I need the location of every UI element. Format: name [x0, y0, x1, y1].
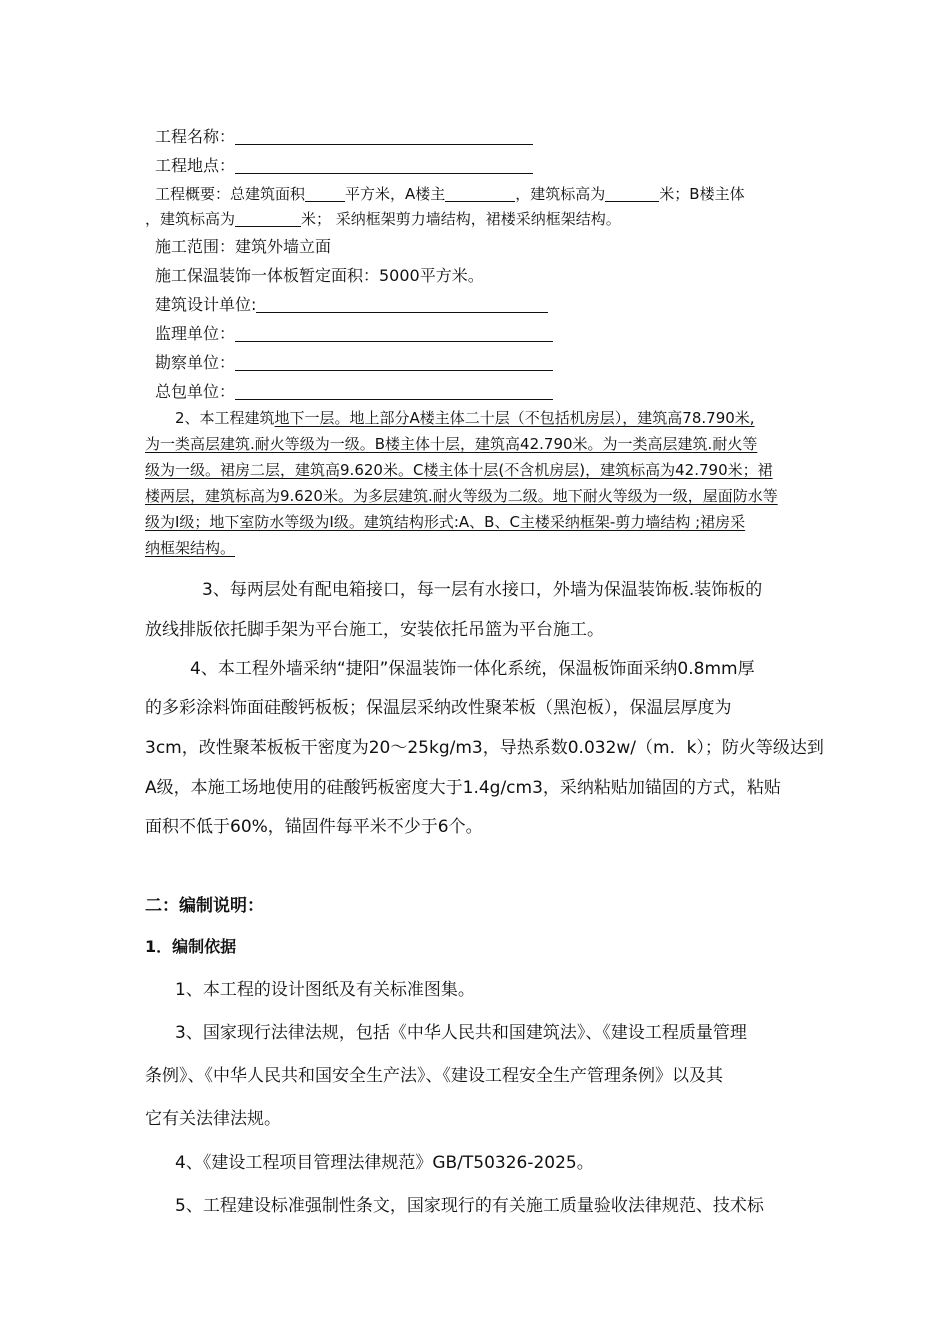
- section2-subheading: 1．编制依据: [145, 937, 237, 956]
- contractor-unit-row: [155, 379, 553, 402]
- design-unit-label: 建筑设计单位:: [155, 295, 257, 314]
- para4-line3: 3cm，改性聚苯板板干密度为20～25kg/m3，导热系数0.032w/（m．k）；防火等级达到: [145, 738, 824, 758]
- contractor-unit-blank: [235, 383, 553, 400]
- basis-item-5-line1: 5、工程建设标准强制性条文，国家现行的有关施工质量验收法律规范、技术标: [175, 1196, 764, 1216]
- construction-scope: 施工范围：建筑外墙立面: [155, 237, 332, 256]
- project-overview-line1: [155, 183, 745, 204]
- survey-unit-row: [155, 350, 553, 373]
- contractor-unit-label: 总包单位：: [155, 382, 236, 401]
- overview-text-4: 米；B楼主体: [659, 185, 745, 203]
- overview-text-2: 平方米，A楼主: [345, 185, 446, 203]
- para4-line5: 面积不低于60%，锚固件每平米不少于6个。: [145, 817, 483, 837]
- panel-area: 施工保温装饰一体板暂定面积：5000平方米。: [155, 266, 484, 285]
- survey-unit-label: 勘察单位：: [155, 353, 236, 372]
- supervision-unit-blank: [235, 325, 553, 342]
- project-name-blank: [235, 128, 533, 145]
- para2-line1-lead: 2、本工程建筑: [175, 409, 275, 427]
- basis-item-4: 4、《建设工程项目管理法律规范》GB/T50326-2025。: [175, 1153, 594, 1173]
- para2-line4: 楼两层，建筑标高为9.620米。为多层建筑.耐火等级为二级。地下耐火等级为一级，屋面防水等: [145, 487, 778, 505]
- para4-line1: 4、本工程外墙采纳“捷阳”保温装饰一体化系统，保温板饰面采纳0.8mm厚: [190, 659, 755, 679]
- basis-item-1: 1、本工程的设计图纸及有关标准图集。: [175, 980, 475, 1000]
- supervision-unit-label: 监理单位：: [155, 324, 236, 343]
- para2-line1: [175, 407, 755, 428]
- para2-line1-rest: 地下一层。地上部分A楼主体二十层（不包括机房层），建筑高78.790米,: [274, 409, 755, 427]
- project-name-label: 工程名称：: [155, 127, 236, 146]
- overview-text-6: 米； 采纳框架剪力墙结构，裙楼采纳框架结构。: [301, 210, 621, 228]
- project-name-row: [155, 124, 533, 147]
- overview-blank-4: [235, 210, 301, 227]
- para2-line3: 级为一级。裙房二层，建筑高9.620米。C楼主体十层(不含机房层)，建筑标高为42.790米；裙: [145, 461, 773, 479]
- overview-text-3: ，建筑标高为: [515, 185, 606, 203]
- basis-item-3-line1: 3、国家现行法律法规，包括《中华人民共和国建筑法》、《建设工程质量管理: [175, 1023, 747, 1043]
- overview-blank-3: [605, 185, 659, 202]
- para2-line2: 为一类高层建筑.耐火等级为一级。B楼主体十层，建筑高42.790米。为一类高层建筑.耐火等: [145, 435, 758, 453]
- survey-unit-blank: [235, 354, 553, 371]
- basis-item-3-line3: 它有关法律法规。: [145, 1109, 281, 1129]
- design-unit-blank: [256, 296, 548, 313]
- para4-line4: A级，本施工场地使用的硅酸钙板密度大于1.4g/cm3，采纳粘贴加锚固的方式，粘贴: [145, 778, 781, 798]
- project-location-label: 工程地点：: [155, 156, 236, 175]
- project-overview-line2: [145, 208, 621, 229]
- overview-blank-1: [305, 185, 345, 202]
- overview-text-5: ，建筑标高为: [145, 210, 236, 228]
- overview-blank-2: [445, 185, 515, 202]
- section2-heading: 二：编制说明：: [145, 896, 264, 916]
- basis-item-3-line2: 条例》、《中华人民共和国安全生产法》、《建设工程安全生产管理条例》以及其: [145, 1066, 723, 1086]
- project-location-blank: [235, 157, 533, 174]
- para3-line1: 3、每两层处有配电箱接口，每一层有水接口，外墙为保温装饰板.装饰板的: [202, 580, 763, 600]
- para4-line2: 的多彩涂料饰面硅酸钙板板；保温层采纳改性聚苯板（黑泡板），保温层厚度为: [145, 698, 732, 718]
- para3-line2: 放线排版依托脚手架为平台施工，安装依托吊篮为平台施工。: [145, 620, 604, 640]
- overview-text-1: 工程概要：总建筑面积: [155, 185, 306, 203]
- para2-line5: 级为Ⅰ级；地下室防水等级为Ⅰ级。建筑结构形式:A、B、C主楼采纳框架-剪力墙结构 ;裙房采: [145, 513, 746, 531]
- supervision-unit-row: [155, 321, 553, 344]
- para2-line6: 纳框架结构。: [145, 539, 236, 557]
- design-unit-row: [155, 292, 548, 315]
- project-location-row: [155, 153, 533, 176]
